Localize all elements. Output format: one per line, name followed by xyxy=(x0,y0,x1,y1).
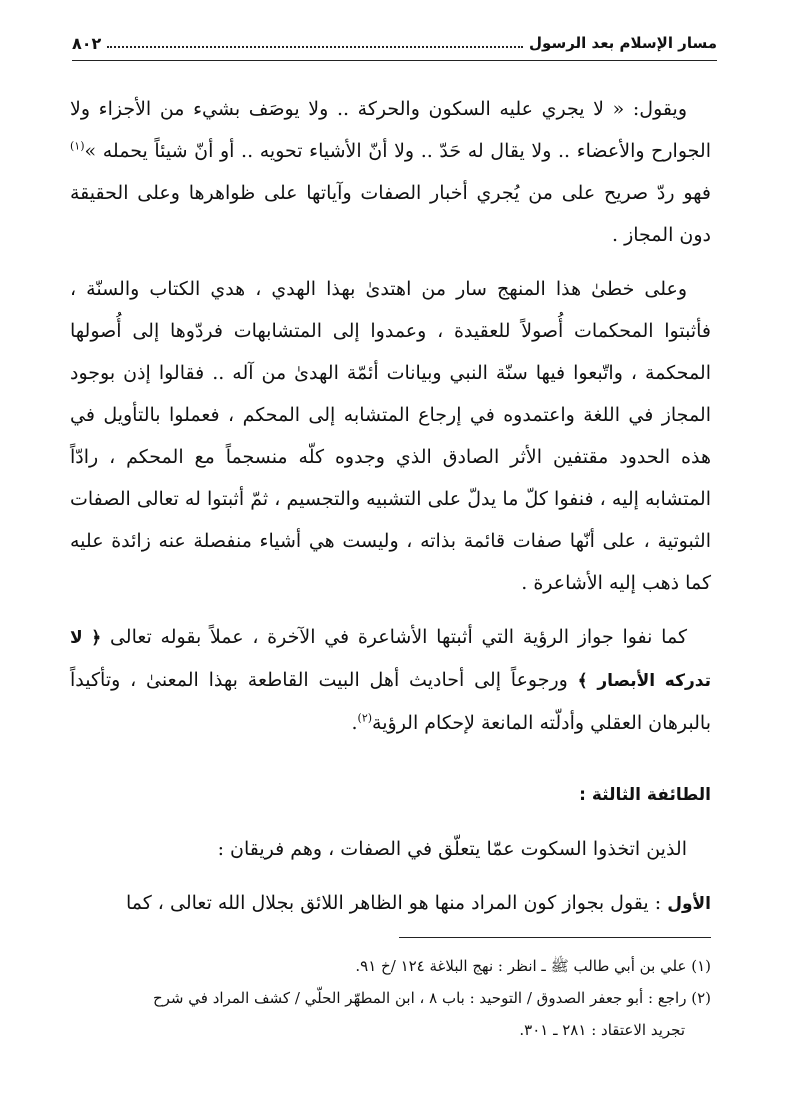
section-heading: الطائفة الثالثة : xyxy=(579,785,711,805)
footnote-1: (١) علي بن أبي طالب ﷺ ـ انظر : نهج البلاغة ١٢٤ /خ ٩١. xyxy=(355,957,711,975)
section-intro: الذين اتخذوا السكوت عمّا يتعلّق في الصفات ، وهم فريقان : xyxy=(217,838,687,860)
first-label: الأول xyxy=(667,894,711,914)
header-title: مسار الإسلام بعد الرسول xyxy=(529,34,717,52)
footnote-ref-1[interactable]: (١) xyxy=(70,139,85,153)
quran-verse: ﴿ لا تدركه الأبصار ﴾ xyxy=(70,628,711,691)
first-group: الأول : يقول بجواز كون المراد منها هو الظاهر اللائق بجلال الله تعالى ، كما xyxy=(125,892,711,914)
footnote-ref-2[interactable]: (٢) xyxy=(357,711,373,725)
footnote-2-continued: تجريد الاعتقاد : ٢٨١ ـ ٣٠١. xyxy=(519,1021,685,1039)
footnote-2: (٢) راجع : أبو جعفر الصدوق / التوحيد : باب ٨ ، ابن المطهّر الحلّي / كشف المراد في شرح xyxy=(152,989,711,1007)
main-text xyxy=(70,88,711,925)
running-header xyxy=(72,30,717,56)
footnotes xyxy=(72,950,711,1046)
header-rule xyxy=(72,60,717,61)
paragraph-1: ويقول: « لا يجري عليه السكون والحركة .. ولا يوصَف بشيء من الأجزاء ولا الجوارح والأعضاء .. ولا يقال له حَدّ .. ولا أنّ الأشياء تحويه .. أو أنّ شيئاً يحمله »$^{(١)}$ فهو ردّ صريح على من يُجري أخبار الصفات وآياتها على ظواهرها وعلى الحقيقة دون المجاز . xyxy=(70,98,711,246)
paragraph-3: كما نفوا جواز الرؤية التي أثبتها الأشاعرة في الآخرة ، عملاً بقوله تعالى ﴿ لا تدركه الأبصار ﴾ ورجوعاً إلى أحاديث أهل البيت القاطعة بهذا المعنىٰ ، وتأكيداً بالبرهان العقلي وأدلّته المانعة لإحكام الرؤية$^{(٢)}$. xyxy=(70,626,711,734)
paragraph-2: وعلى خطىٰ هذا المنهج سار من اهتدىٰ بهذا الهدي ، هدي الكتاب والسنّة ، فأثبتوا المحكمات أُصولاً للعقيدة ، وعمدوا إلى المتشابهات فردّوها إلى أُصولها المحكمة ، واتّبعوا فيها سنّة النبي وبيانات أئمّة الهدىٰ من آله .. فقالوا إذن بوجود المجاز في اللغة واعتمدوه في إرجاع المتشابه إلى المحكم ، فعملوا بالتأويل في هذه الحدود مقتفين الأثر الصادق الذي وجدوه كلّه منسجماً مع المحكم ، رادّاً المتشابه إليه ، فنفوا كلّ ما يدلّ على التشبيه والتجسيم ، ثمّ أثبتوا له تعالى الصفات الثبوتية ، على أنّها صفات قائمة بذاته ، وليست هي أشياء منفصلة عنه زائدة عليه كما ذهب إليه الأشاعرة . xyxy=(70,278,711,594)
header-dot-leader xyxy=(107,46,523,48)
page-number: ٨٠٢ xyxy=(72,33,102,53)
footnote-rule xyxy=(399,937,711,938)
